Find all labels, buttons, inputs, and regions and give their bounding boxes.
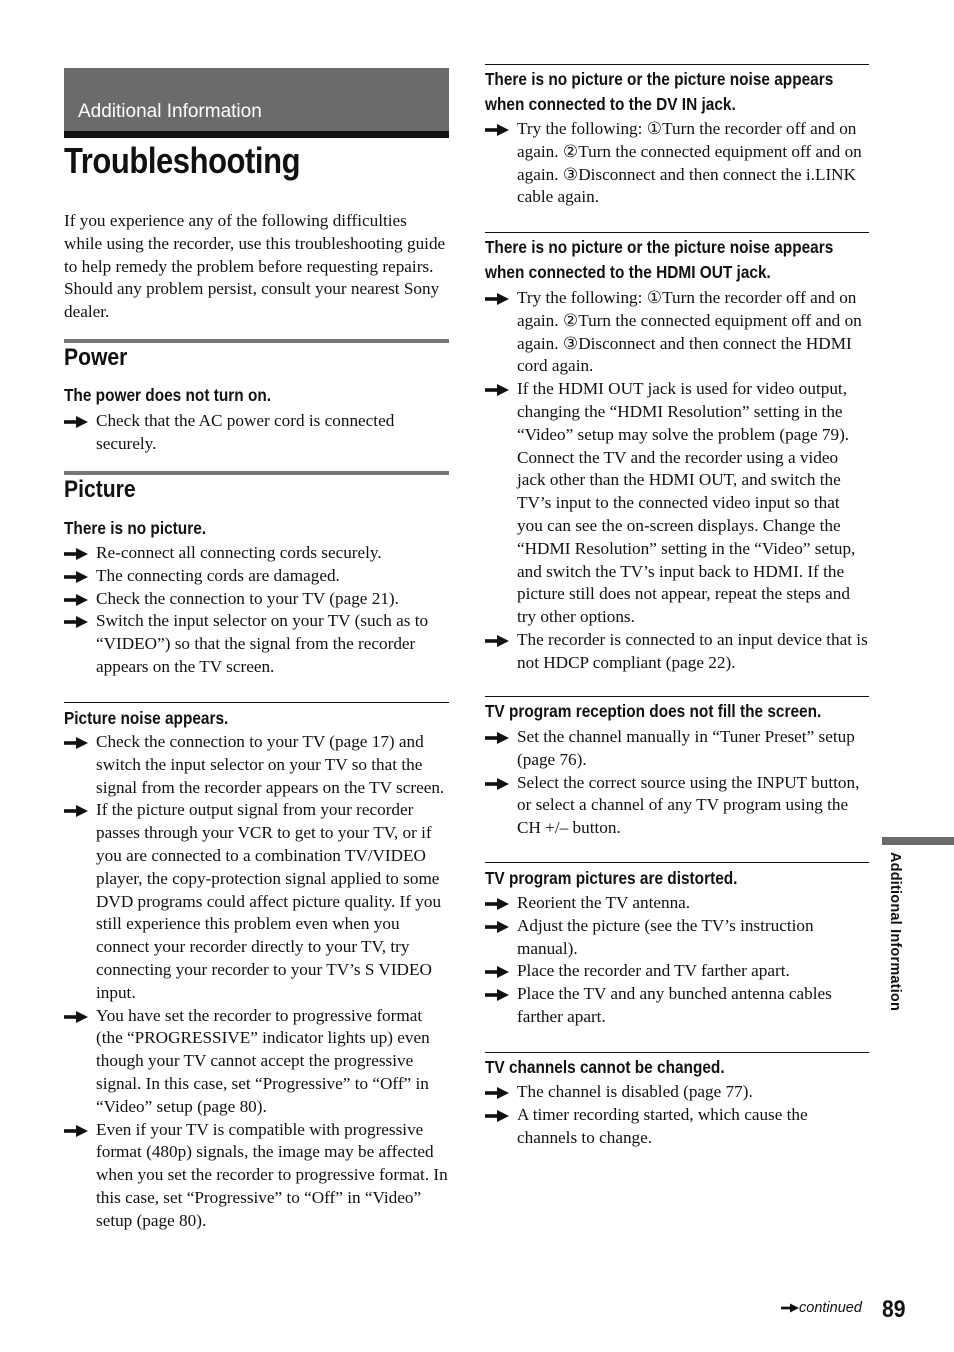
reception-list [485,726,869,840]
arrow-right-icon [485,1087,509,1099]
list-item: Try the following: ①Turn the recorder off and on again. ②Turn the connected equipment off and on again. ③Disconnect and then connect the HDMI cord again. [485,287,869,378]
list-item: Check the connection to your TV (page 21). [64,588,449,611]
arrow-right-icon [64,594,88,606]
arrow-right-icon [64,737,88,749]
divider [485,696,869,697]
arrow-right-icon [485,778,509,790]
channels-list [485,1081,869,1149]
section-banner-label: Additional Information [78,101,262,122]
list-item: Check that the AC power cord is connected securely. [64,410,449,456]
arrow-right-icon [64,805,88,817]
hdmi-out-list [485,287,869,675]
dv-in-list [485,118,869,209]
list-item: Check the connection to your TV (page 17) and switch the input selector on your TV so that the signal from the recorder appears on the TV screen. [64,731,449,799]
side-tab-label: Additional Information [887,852,903,1012]
intro-paragraph: If you experience any of the following difficulties while using the recorder, use this troubleshooting guide to help remedy the problem before requesting repairs. Should any problem persist, consult your nearest Sony dealer. [64,211,446,322]
arrow-right-icon [64,1011,88,1023]
distorted-subheading: TV program pictures are distorted. [485,868,738,888]
arrow-right-icon [64,571,88,583]
page-title: Troubleshooting [64,140,301,181]
list-item: Set the channel manually in “Tuner Preset” setup (page 76). [485,726,869,772]
no-picture-list [64,542,449,679]
list-item: Even if your TV is compatible with progressive format (480p) signals, the image may be affected when you set the recorder to progressive format. In this case, set “Progressive” to “Off” in “Video” setup (page 80). [64,1119,449,1233]
list-item: If the picture output signal from your recorder passes through your VCR to get to your TV, or if you are connected to a combination TV/VIDEO player, the copy-protection signal applied to some DVD programs could affect picture quality. If you still experience this problem even when you connect your recorder directly to your TV, try connecting your recorder to your TV’s S VIDEO input. [64,799,449,1004]
arrow-right-icon [781,1303,799,1313]
arrow-right-icon [485,989,509,1001]
no-picture-subheading: There is no picture. [64,518,207,538]
list-item: The channel is disabled (page 77). [485,1081,869,1104]
banner-rule [64,131,449,138]
list-item: Re-connect all connecting cords securely. [64,542,449,565]
distorted-list [485,892,869,1029]
arrow-right-icon [485,635,509,647]
arrow-right-icon [485,966,509,978]
arrow-right-icon [485,1110,509,1122]
list-item: The connecting cords are damaged. [64,565,449,588]
reception-subheading: TV program reception does not fill the screen. [485,701,822,721]
power-subheading: The power does not turn on. [64,385,272,405]
list-item: Select the correct source using the INPUT button, or select a channel of any TV program using the CH +/– button. [485,772,869,840]
divider [485,232,869,233]
divider [485,1052,869,1053]
arrow-right-icon [485,732,509,744]
power-list [64,410,449,456]
list-item: Place the TV and any bunched antenna cables farther apart. [485,983,869,1029]
arrow-right-icon [64,548,88,560]
picture-noise-list [64,731,449,1233]
arrow-right-icon [64,1125,88,1137]
arrow-right-icon [485,921,509,933]
continued-note: continued [781,1300,862,1316]
arrow-right-icon [64,416,88,428]
picture-rule [64,471,449,475]
list-item: Adjust the picture (see the TV’s instruction manual). [485,915,869,961]
list-item: A timer recording started, which cause the channels to change. [485,1104,869,1150]
arrow-right-icon [485,124,509,136]
arrow-right-icon [485,293,509,305]
list-item: Place the recorder and TV farther apart. [485,960,869,983]
picture-heading: Picture [64,476,136,503]
list-item: Reorient the TV antenna. [485,892,869,915]
channels-subheading: TV channels cannot be changed. [485,1057,725,1077]
picture-noise-subheading: Picture noise appears. [64,708,229,728]
list-item: Try the following: ①Turn the recorder off and on again. ②Turn the connected equipment off and on again. ③Disconnect and then connect the i.LINK cable again. [485,118,869,209]
divider [485,64,869,65]
list-item: If the HDMI OUT jack is used for video output, changing the “HDMI Resolution” setting in the “Video” setup may solve the problem (page 79). Connect the TV and the recorder using a video jack other than the HDMI OUT, and switch the TV’s input to the connected video input so that you can see the on-screen displays. Change the “HDMI Resolution” setting in the “Video” setup, and switch the TV’s input back to HDMI. If the picture still does not appear, repeat the steps and try other options. [485,378,869,629]
power-heading: Power [64,344,128,371]
divider [485,862,869,863]
divider [64,702,449,703]
list-item: The recorder is connected to an input device that is not HDCP compliant (page 22). [485,629,869,675]
list-item: Switch the input selector on your TV (such as to “VIDEO”) so that the signal from the recorder appears on the TV screen. [64,610,449,678]
page-number: 89 [882,1296,906,1323]
side-tab-marker [882,837,954,845]
hdmi-out-subheading: There is no picture or the picture noise appears when connected to the HDMI OUT jack. [485,237,834,282]
arrow-right-icon [64,616,88,628]
list-item: You have set the recorder to progressive format (the “PROGRESSIVE” indicator lights up) even though your TV cannot accept the progressive signal. In this case, set “Progressive” to “Off” in “Video” setup (page 80). [64,1005,449,1119]
arrow-right-icon [485,384,509,396]
power-rule [64,339,449,343]
arrow-right-icon [485,898,509,910]
section-banner [64,68,449,131]
dv-in-subheading: There is no picture or the picture noise appears when connected to the DV IN jack. [485,69,834,114]
